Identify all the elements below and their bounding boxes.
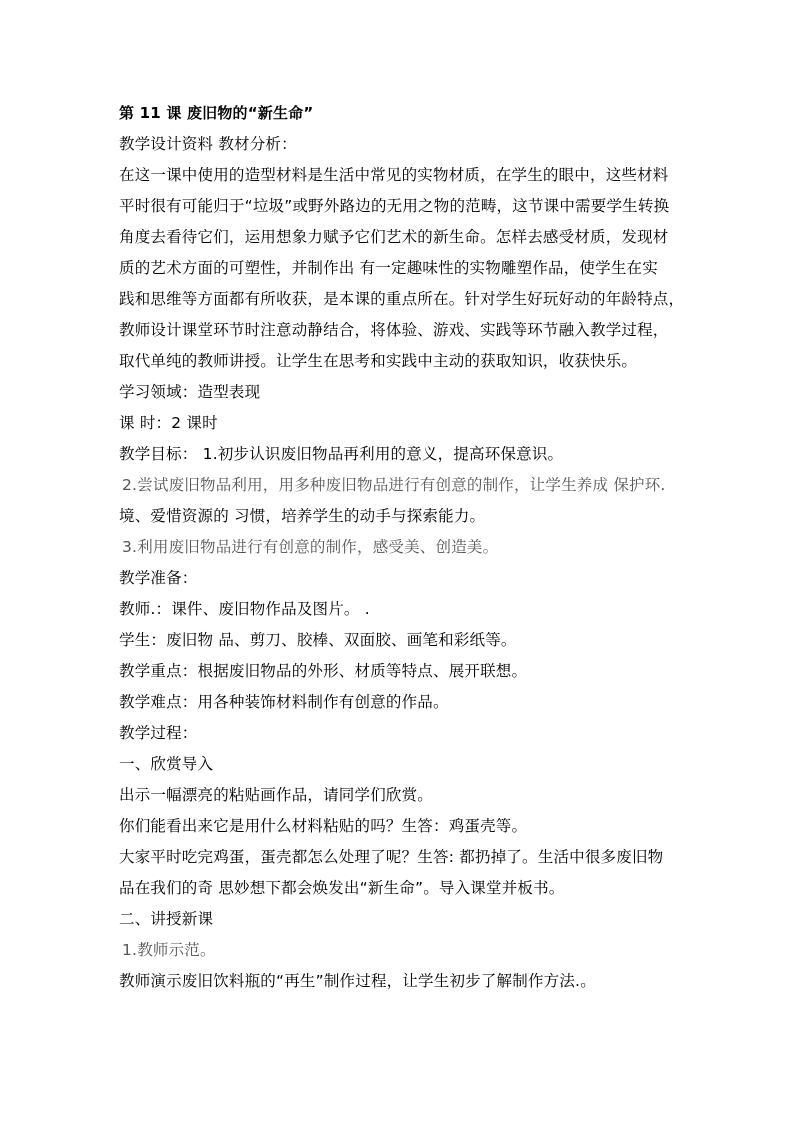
paragraph-line: 在这一课中使用的造型材料是生活中常见的实物材质，在学生的眼中，这些材料 <box>119 166 669 184</box>
teaching-process-heading: 教学过程： <box>119 724 198 742</box>
teacher-demo-heading: 1.教师示范。 <box>122 941 216 959</box>
paragraph-line: 教师设计课堂环节时注意动静结合，将体验、游戏、实践等环节融入教学过程， <box>119 321 669 339</box>
teaching-focus: 教学重点：根据废旧物品的外形、材质等特点、展开联想。 <box>119 662 528 680</box>
section-new-lesson: 二、讲授新课 <box>119 910 214 928</box>
student-prep: 学生：废旧物 品、剪刀、胶棒、双面胶、画笔和彩纸等。 <box>119 631 517 649</box>
paragraph-line: 角度去看待它们，运用想象力赋予它们艺术的新生命。怎样去感受材质，发现材 <box>119 228 669 246</box>
paragraph-line: 平时很有可能归于“垃圾”或野外路边的无用之物的范畴，这节课中需要学生转换 <box>119 197 670 215</box>
teaching-prep-heading: 教学准备： <box>119 569 198 587</box>
section-heading-materials: 教学设计资料 教材分析： <box>119 135 297 153</box>
paragraph-line: 践和思维等方面都有所收获，是本课的重点所在。针对学生好玩好动的年龄特点， <box>119 290 685 308</box>
teaching-goal-2: 2.尝试废旧物品利用，用多种废旧物品进行有创意的制作，让学生养成 保护环. <box>122 476 666 494</box>
paragraph-line: 你们能看出来它是用什么材料粘贴的吗？生答：鸡蛋壳等。 <box>119 817 528 835</box>
paragraph-line: 取代单纯的教师讲授。让学生在思考和实践中主动的获取知识，收获快乐。 <box>119 352 638 370</box>
paragraph-line: 品在我们的奇 思妙想下都会焕发出“新生命”。导入课堂并板书。 <box>119 879 565 897</box>
teaching-goal-1: 教学目标： 1.初步认识废旧物品再利用的意义，提高环保意识。 <box>119 445 564 463</box>
teaching-goal-3: 3.利用废旧物品进行有创意的制作，感受美、创造美。 <box>122 538 499 556</box>
learning-domain: 学习领域：造型表现 <box>119 383 261 401</box>
section-appreciation: 一、欣赏导入 <box>119 755 214 773</box>
class-hours: 课 时：2 课时 <box>119 414 218 432</box>
lesson-title: 第 11 课 废旧物的“新生命” <box>119 104 314 122</box>
teaching-goal-2-cont: 境、爱惜资源的 习惯，培养学生的动手与探索能力。 <box>119 507 486 525</box>
document-page <box>119 98 689 997</box>
teaching-difficulty: 教学难点：用各种装饰材料制作有创意的作品。 <box>119 693 449 711</box>
paragraph-line: 质的艺术方面的可塑性，并制作出 有一定趣味性的实物雕塑作品，使学生在实 <box>119 259 658 277</box>
teacher-prep: 教师.：课件、废旧物作品及图片。 . <box>119 600 370 618</box>
paragraph-line: 大家平时吃完鸡蛋，蛋壳都怎么处理了呢？生答: 都扔掉了。生活中很多废旧物 <box>119 848 664 866</box>
paragraph-line: 出示一幅漂亮的粘贴画作品，请同学们欣赏。 <box>119 786 434 804</box>
paragraph-line: 教师演示废旧饮料瓶的“再生”制作过程，让学生初步了解制作方法.。 <box>119 972 596 990</box>
